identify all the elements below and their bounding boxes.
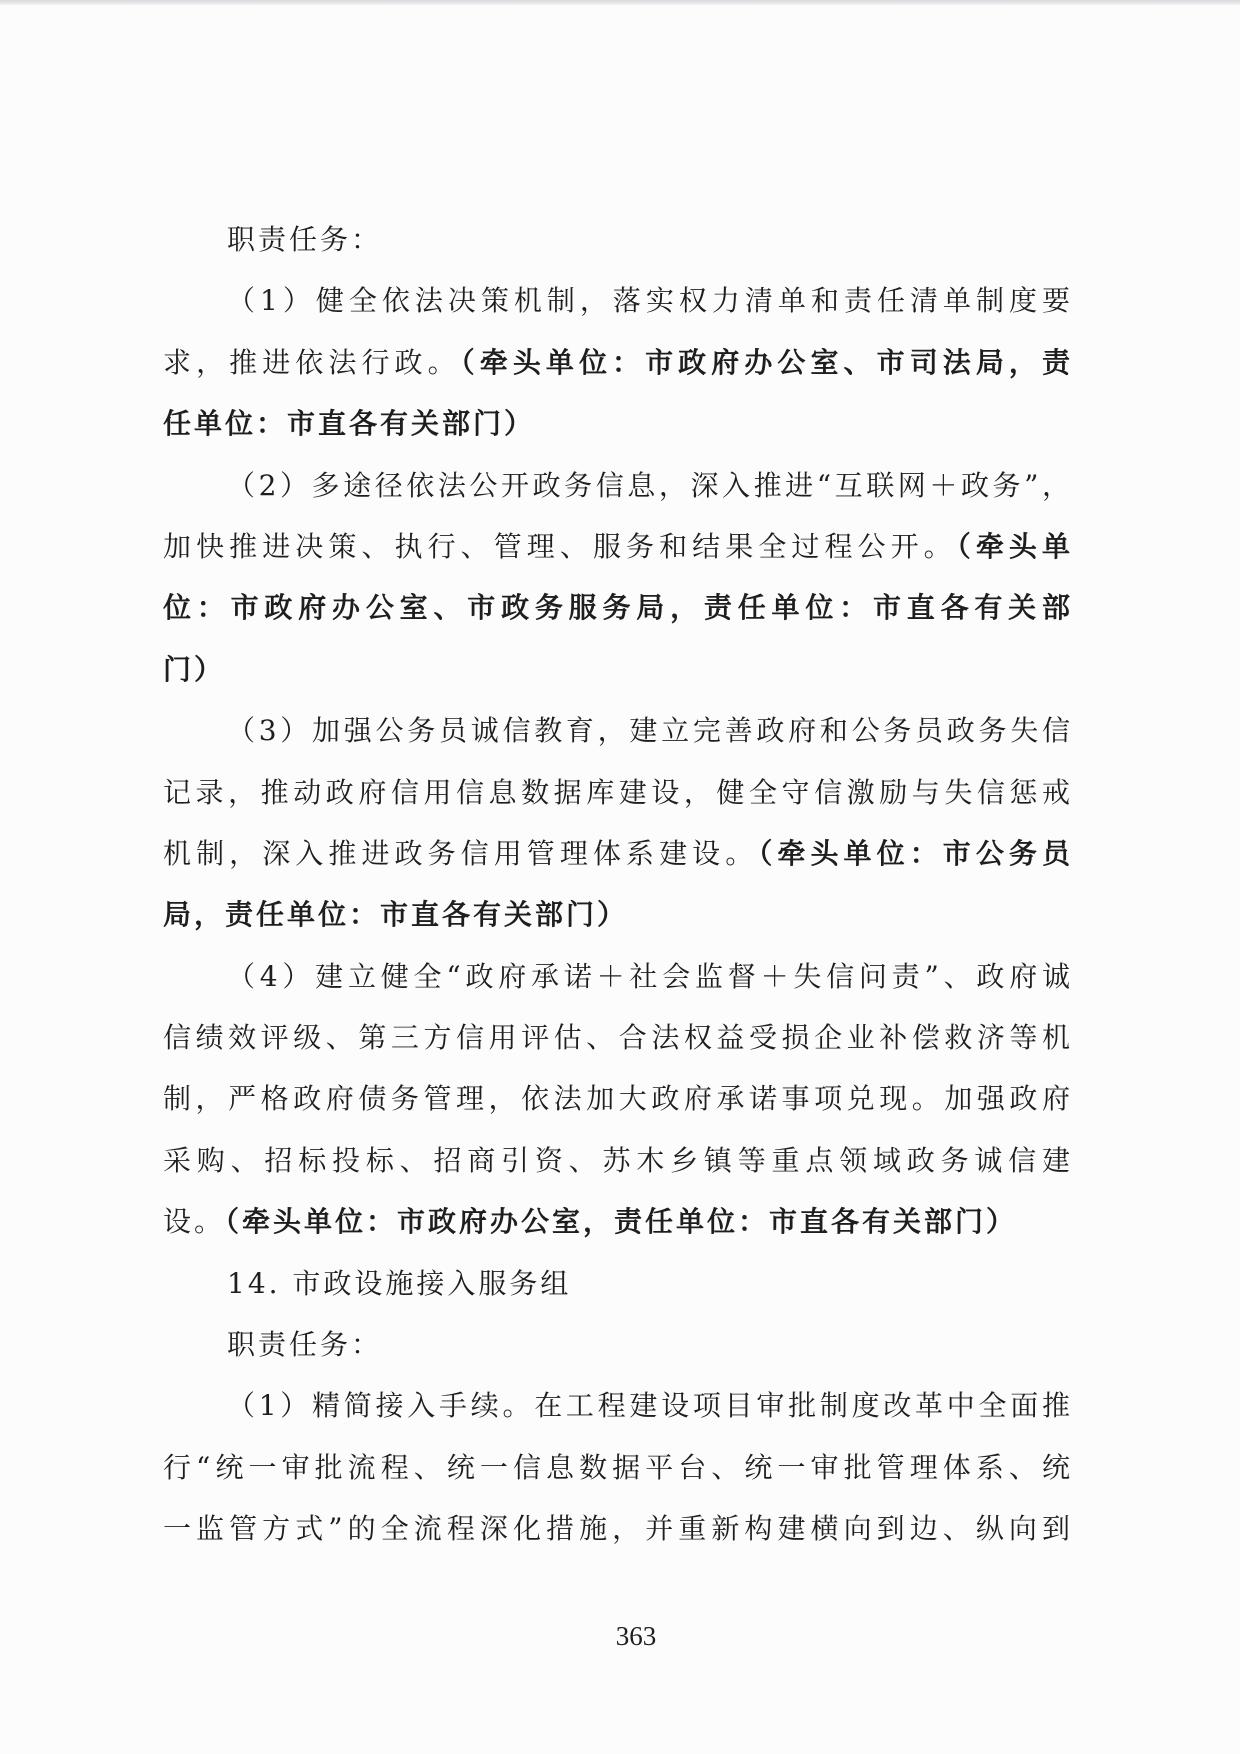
text-line [163,1007,1073,1068]
text-line [163,455,1073,516]
text-line [163,762,1073,823]
text-line [163,270,1073,331]
text-line [163,516,1073,577]
text-line [163,1498,1073,1559]
task-text: （2）多途径依法公开政务信息，深入推进“互联网＋政务”， [227,468,1073,502]
text-line [163,1191,1073,1252]
responsible-units: （牵头单位：市政府办公室，责任单位：市直各有关部门） [225,1205,1018,1239]
task-text: 记录，推动政府信用信息数据库建设，健全守信激励与失信惩戒 [163,775,1073,809]
task-text: 设。 [163,1205,226,1239]
task-text: 求，推进依法行政。 [163,345,461,379]
task-text: 行“统一审批流程、统一信息数据平台、统一审批管理体系、统 [163,1450,1073,1484]
text-line [163,393,1073,454]
responsible-units: 任单位：市直各有关部门） [163,407,536,441]
text-line [163,1437,1073,1498]
text-line [163,946,1073,1007]
responsible-units: 门） [163,652,226,686]
text-line [163,577,1073,638]
text-line [163,823,1073,884]
duties-label: 职责任务： [227,223,383,256]
task-text: 制，严格政府债务管理，依法加大政府承诺事项兑现。加强政府 [163,1082,1073,1116]
responsible-units: （牵头单 [956,529,1073,563]
task-item [163,455,1073,701]
duties-label: 职责任务： [227,1328,383,1362]
task-text: （1）精简接入手续。在工程建设项目审批制度改革中全面推 [227,1389,1073,1423]
responsible-units: （牵头单位：市政府办公室、市司法局，责 [460,345,1073,379]
page-number: 363 [615,1621,657,1651]
task-text: （4）建立健全“政府承诺＋社会监督＋失信问责”、政府诚 [227,959,1073,993]
text-line [163,1375,1073,1436]
document-body [163,209,1073,1560]
text-line [163,1068,1073,1129]
text-line [163,884,1073,945]
text-line [163,1130,1073,1191]
task-text: 加快推进决策、执行、管理、服务和结果全过程公开。 [163,529,957,563]
text-line [163,700,1073,761]
responsible-units: 局，责任单位：市直各有关部门） [163,898,629,932]
task-item [163,1375,1073,1559]
responsible-units: 位：市政府办公室、市政务服务局，责任单位：市直各有关部 [163,591,1073,625]
task-text: 信绩效评级、第三方信用评估、合法权益受损企业补偿救济等机 [163,1021,1073,1055]
text-line [163,332,1073,393]
task-text: （3）加强公务员诚信教育，建立完善政府和公务员政务失信 [227,714,1073,748]
task-item [163,270,1073,454]
task-text: 采购、招标投标、招商引资、苏木乡镇等重点领域政务诚信建 [163,1143,1073,1177]
responsible-units: （牵头单位：市公务员 [758,836,1073,870]
text-line [163,639,1073,700]
scan-edge [0,0,1240,5]
task-text: 一监管方式”的全流程深化措施，并重新构建横向到边、纵向到 [163,1512,1073,1546]
task-item [163,700,1073,946]
task-text: 机制，深入推进政务信用管理体系建设。 [163,836,759,870]
section-heading: 14. 市政设施接入服务组 [227,1266,572,1300]
task-item [163,946,1073,1253]
task-text: （1）健全依法决策机制，落实权力清单和责任清单制度要 [227,284,1073,318]
